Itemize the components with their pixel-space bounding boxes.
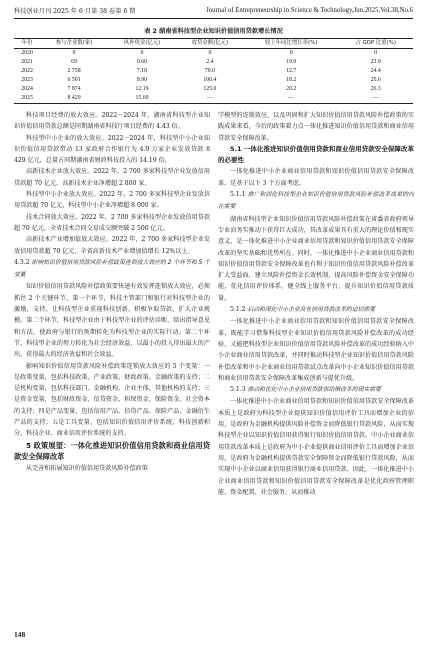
table-cell: 0	[72, 50, 76, 56]
table-cell: 70.0	[204, 68, 215, 74]
table-row	[14, 49, 413, 59]
table-cell: 2022	[21, 68, 33, 74]
table-cell: 69	[71, 59, 77, 65]
table-cell: 26.3	[370, 86, 381, 92]
subsection-heading-5-1-2	[218, 304, 414, 316]
right-column	[218, 110, 414, 628]
table-cell: —	[372, 95, 379, 101]
subsection-heading-5-1-3	[218, 384, 414, 396]
table-cell: 6 501	[67, 77, 81, 83]
body-paragraph: 学模型的连锁效应，以及巩固和扩大知识价值信用贷款风险补偿政策的实践成果来看，今后的政策着力点一体化推进知识价值信用贷款和商业信用贷款安全保障改革。	[218, 112, 414, 142]
left-column	[14, 110, 210, 628]
table-cell: 8 429	[67, 95, 81, 101]
table-cell: 20.2	[286, 86, 297, 92]
table-cell: 2 758	[67, 68, 81, 74]
table-cell: 0.60	[136, 59, 148, 65]
table-cell: 2024	[21, 86, 33, 92]
table-row	[14, 67, 413, 76]
table-cell: 100.4	[203, 77, 217, 83]
col-header: 占 GDP 比重(%)	[355, 40, 396, 46]
page-number: 148	[14, 630, 26, 639]
col-header: 年份	[21, 40, 33, 46]
body-paragraph: 一体化推进中小企业商业信用贷款和知识价值信用贷款安全保障改革，既能学习借鉴科技型企业知识价值信用贷款风险补偿改革的成功经验，又能把科技型企业知识价值信用贷款风险补偿改革的成功经验纳入中小企业商业信用贷款改革，并同时推动科技型企业知识价值信用贷款风险补偿改革和中小企业商业信用贷款试点改革向中小企业知识价值信用贷款和商业信用贷款安全保障改革集成创新与提优升级。	[218, 318, 414, 382]
heading-number: 5.1.3	[230, 386, 246, 394]
table-cell: 0	[289, 50, 293, 56]
journal-title-cn: 科技创业月刊 2025 年 6 月第 38 卷第 6 期	[14, 7, 136, 15]
table-caption: 表 2 湖南省科技型企业知识价值信用贷款增长情况	[144, 28, 283, 35]
table-cell: 8.90	[136, 77, 148, 83]
table-cell: 2025	[21, 95, 33, 101]
body-paragraph: 高新技术企业放大效应。2022 年，2 700 多家科技型企业发放信用贷款超 70 亿元，高新技术企业净增超 2 800 家。	[14, 168, 210, 187]
heading-text: 推动和优化中小企业信用贷款供给侧改革的现实需要	[247, 387, 381, 394]
heading-number: 4.3.2	[14, 258, 30, 266]
table-row	[14, 58, 413, 67]
table-cell: 0	[140, 50, 144, 56]
table-cell: —	[207, 95, 213, 101]
table-cell: 15.60	[135, 95, 149, 101]
table-cell: 2.4	[206, 59, 214, 65]
table-cell: 23.9	[370, 59, 381, 65]
table-row	[14, 85, 413, 94]
growth-table	[14, 38, 413, 104]
body-paragraph: 影响知识价值信用贷款风险补偿政策连锁放大效应的 5 个变量：一是政策变量，包括科技政策、产业政策、财政政策、金融政策的支持；二是机构变量，包括科技部门、金融机构、企业主体、其他机构的支持；三是资金变量，包括财政资金、信贷资金、担保资金、保险资金、社会资本的支持；四是产品变量，包括信用产品、信贷产品、保险产品、金融衍生产品的支持；五是工具变量，包括知识价值信用评价系统、科技创新积分、科技企业、商业信用评价系统的支持。	[14, 362, 210, 438]
table-cell: 12.7	[286, 68, 297, 74]
table-cell: 0	[374, 50, 378, 56]
body-paragraph: 知识价值信用贷款风险补偿政策要快速有效发挥连锁放大效应，必须抓住 2 个关键环节，第一个环节，科技主管部门和银行对科技型企业的激励、支持、让科技型企业重视科技创新、积极争取贷款、扩大企业规模。第二个环节，科技型企业由于科技型企业的评估诊断，给出指导意见和方法，使政府与银行的预期转化为科技型企业的实际行动。第二个环节，科技型企业的努力转化为社会经济效益，以最小的投入得出最大的产出，获得最大的经济效益和社会效益。	[14, 283, 210, 359]
table-cell: —	[288, 95, 295, 101]
body-paragraph: 湖南省科技型企业知识价值信用贷款风险补偿政策在省委省政府领导专业而务实推动下获得巨大成功，其改革成果具有重大的理论价值和现实意义，是一体化推进中小企业商业信用贷款和知识价值信用贷款安全保障改革的坚实基础和优势所在。同时，一体化推进中小企业商业信用贷款和知识价值信用贷款安全保障改革也有利于知识价值信用贷款风险补偿改革扩大受益面，建立风险补偿资金长效机制，提高风险补偿资金安全保障功能，优化信用评价体系，健全线上服务平台，提升知识价值信用贷款质量。	[218, 215, 414, 302]
heading-number: 5.1.2	[230, 306, 246, 314]
col-header: 较上年同比增长率(%)	[264, 40, 318, 46]
table-row	[14, 94, 413, 104]
body-paragraph: 科技项目经费的放大效应。2022－2024 年，湖南省科技型企业知识价值信用贷款总额是同期湖南省科技厅项目经费的 4.43 倍。	[14, 112, 210, 131]
col-header: 参与企业数(家)	[55, 40, 93, 46]
col-header: 放贷金额(亿元)	[191, 40, 229, 46]
table-cell: 18.2	[286, 77, 297, 83]
body-paragraph: 科技型中小企业放大效应。2022 年，2 700 多家科技型企业发放信用贷款超 70 亿元，科技型中小企业净增超 8 000 家。	[14, 191, 210, 210]
table-cell: 12.19	[135, 86, 149, 92]
table-cell: 2021	[21, 59, 33, 65]
table-cell: 7.10	[136, 68, 148, 74]
heading-number: 5.1.1	[230, 191, 246, 199]
body-paragraph: 一体化推进中小企业商业信用贷款和知识价值信用贷款安全保障改革，是基于以下 3 个方面考虑。	[218, 168, 414, 187]
col-header: 风补资金(亿元)	[123, 40, 161, 46]
table-cell: 24.4	[370, 68, 381, 74]
table-cell: 0	[208, 50, 212, 56]
table-cell: 2020	[21, 50, 33, 56]
table-cell: 19.0	[286, 59, 297, 65]
header-rule	[14, 18, 413, 19]
subsection-heading-5-1-1	[218, 189, 414, 214]
body-paragraph: 从完善和拓展知识价值信用贷款风险补偿政策	[26, 464, 148, 472]
section-heading-5-1: 5.1 一体化推进知识价值信用贷款和商业信用贷款安全保障改革的必要性	[218, 144, 414, 165]
body-paragraph: 高新技术产业增加值放大效应。2022 年，2 700 多家科技型企业发放信用贷款超 70 亿元，全省高新技术产业增加值增长 12%以上。	[14, 236, 210, 255]
table-cell: 25.6	[370, 77, 381, 83]
body-paragraph: 科技型中小企业的放大效应。2022－2024 年，科技型中小企业知识价值信用贷款带动 13 家政府合作银行为 4.9 万家企业发放贷款 8 429 亿元，总量占同期湖南省财政科技投入的 14.19 倍。	[14, 134, 210, 165]
heading-text: 启动和深化中小企业商业信用贷款改革的迫切需要	[247, 307, 375, 314]
table-cell: 125.0	[203, 86, 217, 92]
section-heading-5: 5 政策展望：一体化推进知识价值信用贷款和商业信用贷款安全保障改革	[14, 440, 210, 462]
running-header	[14, 3, 413, 17]
heading-text: 推广和固化科技型企业知识价值信用贷款风险补偿改革成果的内在需要	[218, 192, 414, 211]
body-paragraph: 一体化推进中小企业商业信用贷款和知识价值信用贷款安全保障改革本质上是政府为科技型企业提供知识价值信用评价工具而增加企业的信用，是政府为金融机构提供风险补偿资金而降低银行贷款风险，从而实现科技型企业以知识价值信用获得银行知识价值信用贷款。中小企业商业信用贷款改革本质上是政府为中小企业提供商业信用评价工具而增加企业信用，是政府为金融机构提供贷款安全保障资金而降低银行贷款风险，从而实现中小企业以商业信用获得银行商业信用贷款。因此，一体化推进中小企业商业信用贷款和知识价值信用贷款安全保障改革是优化政府管理职能、资金配置、社会服务，从而推动	[218, 398, 414, 496]
table-cell: 2023	[21, 77, 33, 83]
table-header-row	[14, 39, 413, 49]
journal-title-en: Journal of Entrepreneurship in Science & Technology,Jun.2025,Vol.38,No.6	[206, 6, 413, 14]
table-row	[14, 76, 413, 85]
body-paragraph: 技术合同放大效应。2022 年，2 700 多家科技型企业发放信用贷款超 70 亿元，全省技术合同交易成交额突破 2 500 亿元。	[14, 213, 210, 232]
heading-text: 影响知识价值信用贷款风险补偿政策连锁放大效应的 2 个环节和 5 个变量	[14, 259, 210, 279]
table-cell: 7 874	[67, 86, 81, 92]
subsection-heading-4-3-2	[14, 257, 210, 282]
